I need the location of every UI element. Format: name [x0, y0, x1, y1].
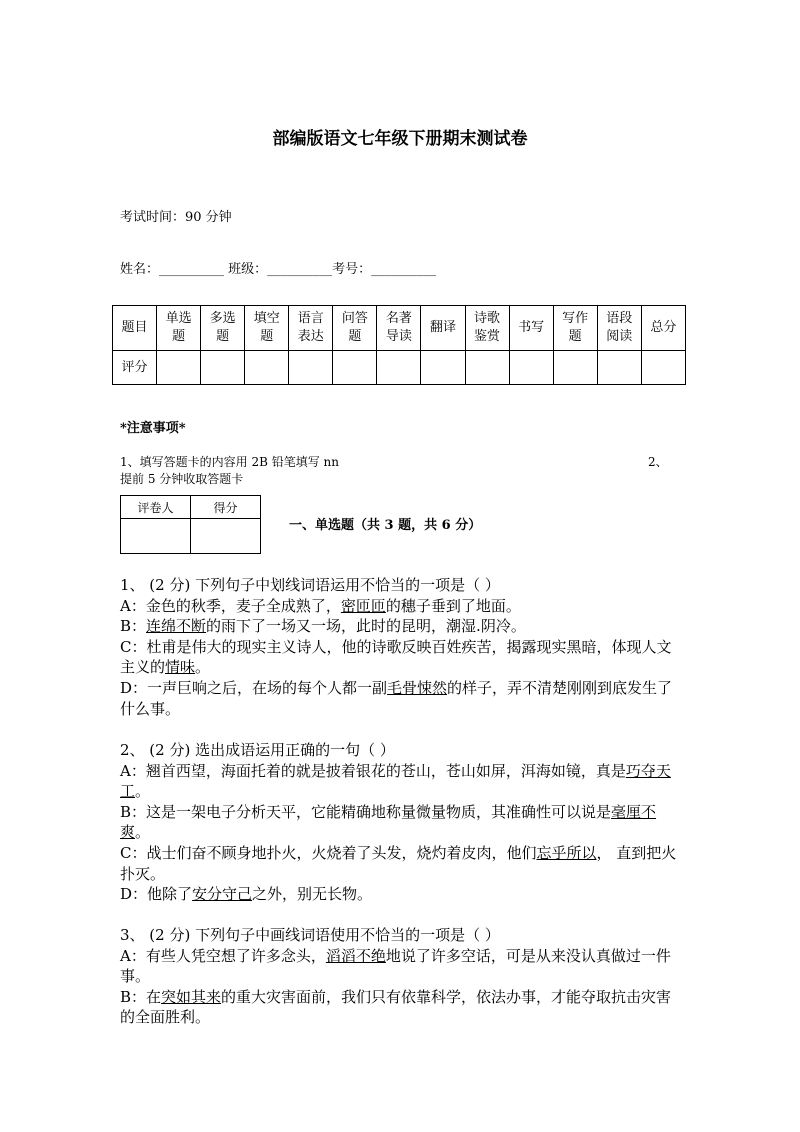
- score-table-empty-cell: [333, 351, 377, 385]
- page-title: 部编版语文七年级下册期末测试卷: [272, 129, 528, 149]
- score-table-header-cell: 单选 题: [157, 306, 201, 351]
- score-table-header-cell: 语段 阅读: [597, 306, 641, 351]
- score-cell: [191, 519, 261, 554]
- underlined-term: 忘乎所以: [536, 843, 597, 862]
- notice-title: *注意事项*: [120, 421, 186, 436]
- question-stem: 3、 (2 分) 下列句子中画线词语使用不恰当的一项是（ ）: [120, 926, 500, 944]
- score-table-empty-cell: [377, 351, 421, 385]
- grader-table: [120, 495, 261, 554]
- answer-option: A：翘首西望，海面托着的就是披着银花的苍山，苍山如屏，洱海如镜，真是巧夺天工。: [120, 761, 671, 801]
- score-table-header-cell: 多选 题: [201, 306, 245, 351]
- answer-option: B：在突如其来的重大灾害面前，我们只有依靠科学，依法办事，才能夺取抗击灾害的全面胜利。: [120, 987, 672, 1027]
- score-table-header-cell: 填空 题: [245, 306, 289, 351]
- score-table-score-row: [113, 351, 686, 385]
- score-table-empty-cell: [597, 351, 641, 385]
- underlined-term: 巧夺天工: [120, 761, 671, 801]
- score-table-empty-cell: [553, 351, 597, 385]
- underlined-term: 滔滔不绝: [325, 946, 386, 965]
- score-table-header-row: [113, 306, 686, 351]
- score-table-header-cell: 书写: [509, 306, 553, 351]
- score-table-header-cell: 总分: [641, 306, 685, 351]
- answer-option: B：这是一架电子分析天平，它能精确地称量微量物质，其准确性可以说是毫厘不爽。: [120, 802, 657, 842]
- score-table-empty-cell: [465, 351, 509, 385]
- score-table-empty-cell: [641, 351, 685, 385]
- answer-option: C：杜甫是伟大的现实主义诗人，他的诗歌反映百姓疾苦，揭露现实黑暗，体现人文主义的情味。: [120, 637, 672, 677]
- answer-option: D：一声巨响之后，在场的每个人都一副毛骨悚然的样子，弄不清楚刚刚到底发生了什么事。: [120, 678, 673, 718]
- underlined-term: 情味: [165, 658, 196, 677]
- question-block: [120, 925, 686, 1028]
- score-table-empty-cell: [289, 351, 333, 385]
- score-table-header-cell: 语言 表达: [289, 306, 333, 351]
- notice-item-2-number: 2、: [648, 455, 668, 469]
- answer-option: A：金色的秋季，麦子全成熟了，密匝匝的穗子垂到了地面。: [120, 596, 521, 615]
- score-table-row-label: 评分: [113, 351, 157, 385]
- section-title: 一、单选题（共 3 题，共 6 分）: [289, 518, 482, 533]
- student-info: 姓名：__________ 班级：__________考号：__________: [120, 262, 437, 277]
- grader-header: 评卷人: [121, 496, 191, 519]
- notice-item-2: 提前 5 分钟收取答题卡: [120, 472, 244, 486]
- score-table: [112, 305, 686, 385]
- score-table-header-cell: 诗歌 鉴赏: [465, 306, 509, 351]
- answer-option: C：战士们奋不顾身地扑火，火烧着了头发，烧灼着皮肉，他们忘乎所以， 直到把火扑灭。: [120, 843, 677, 883]
- score-table-empty-cell: [245, 351, 289, 385]
- answer-option: A：有些人凭空想了许多念头，滔滔不绝地说了许多空话，可是从来没认真做过一件事。: [120, 946, 671, 986]
- score-table-header-cell: 名著 导读: [377, 306, 421, 351]
- underlined-term: 安分守己: [192, 885, 253, 904]
- notice-item-1: 1、填写答题卡的内容用 2B 铅笔填写 nn: [120, 455, 339, 469]
- score-table-empty-cell: [157, 351, 201, 385]
- underlined-term: 毫厘不爽: [120, 802, 657, 842]
- question-stem: 1、 (2 分) 下列句子中划线词语运用不恰当的一项是（ ）: [120, 576, 500, 594]
- score-table-empty-cell: [201, 351, 245, 385]
- question-stem: 2、 (2 分) 选出成语运用正确的一句（ ）: [120, 741, 395, 759]
- underlined-term: 连绵不断: [146, 617, 207, 636]
- answer-option: D：他除了安分守己之外，别无长物。: [120, 885, 373, 904]
- grader-cell: [121, 519, 191, 554]
- exam-time: 考试时间：90 分钟: [120, 210, 232, 225]
- underlined-term: 毛骨悚然: [387, 678, 448, 697]
- score-table-header-cell: 问答 题: [333, 306, 377, 351]
- score-header: 得分: [191, 496, 261, 519]
- question-block: [120, 740, 686, 905]
- score-table-empty-cell: [509, 351, 553, 385]
- answer-option: B：连绵不断的雨下了一场又一场，此时的昆明，潮湿.阴冷。: [120, 617, 526, 636]
- score-table-header-cell: 写作 题: [553, 306, 597, 351]
- underlined-term: 密匝匝: [340, 596, 386, 615]
- score-table-row-label: 题目: [113, 306, 157, 351]
- score-table-empty-cell: [421, 351, 465, 385]
- score-table-header-cell: 翻译: [421, 306, 465, 351]
- underlined-term: 突如其来: [161, 987, 222, 1006]
- question-block: [120, 575, 686, 719]
